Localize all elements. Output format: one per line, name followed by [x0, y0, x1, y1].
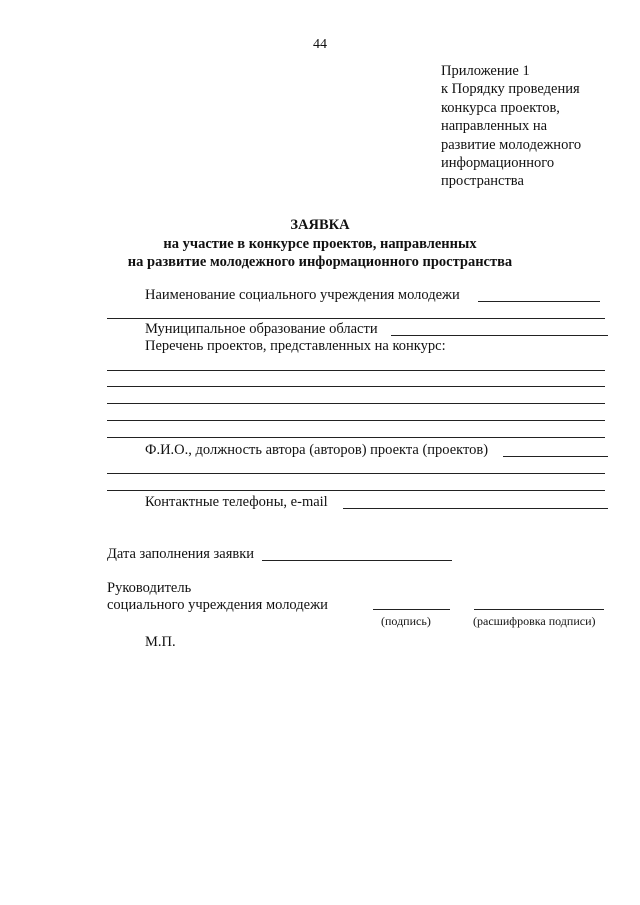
stamp-place: М.П. — [145, 634, 176, 650]
appendix-note — [441, 62, 631, 191]
author-field-continued[interactable] — [107, 490, 605, 491]
date-field[interactable] — [262, 560, 452, 561]
projects-list-label: Перечень проектов, представленных на конкурс: — [145, 338, 446, 354]
appendix-line: конкурса проектов, — [441, 99, 560, 116]
projects-list-field[interactable] — [107, 420, 605, 421]
signature-caption: (подпись) — [381, 614, 431, 628]
municipality-field[interactable] — [391, 335, 608, 336]
title-line-2: на развитие молодежного информационного пространства — [127, 254, 513, 270]
institution-name-label: Наименование социального учреждения молодежи — [145, 287, 460, 303]
date-label: Дата заполнения заявки — [107, 546, 255, 562]
contacts-label: Контактные телефоны, e-mail — [145, 494, 328, 510]
appendix-line: к Порядку проведения — [441, 81, 580, 98]
document-title — [0, 216, 640, 272]
appendix-line: пространства — [441, 173, 524, 190]
projects-list-field[interactable] — [107, 403, 605, 404]
author-field[interactable] — [503, 456, 608, 457]
appendix-line: направленных на — [441, 118, 548, 135]
contacts-field[interactable] — [343, 508, 608, 509]
institution-name-field-continued[interactable] — [107, 318, 605, 319]
signature-decoding-field[interactable] — [474, 609, 604, 610]
signature-decoding-caption: (расшифровка подписи) — [473, 614, 596, 628]
projects-list-field[interactable] — [107, 437, 605, 438]
municipality-label: Муниципальное образование области — [145, 321, 378, 337]
head-title-line-2: социального учреждения молодежи — [107, 597, 328, 613]
head-title-line-1: Руководитель — [107, 580, 192, 596]
title-line-1: на участие в конкурсе проектов, направленных — [163, 235, 477, 252]
projects-list-field[interactable] — [107, 386, 605, 387]
appendix-line: развитие молодежного — [441, 136, 582, 153]
appendix-line: информационного — [441, 155, 555, 172]
signature-field[interactable] — [373, 609, 450, 610]
title-heading: ЗАЯВКА — [290, 217, 350, 233]
projects-list-field[interactable] — [107, 370, 605, 371]
appendix-line: Приложение 1 — [441, 63, 530, 79]
author-label: Ф.И.О., должность автора (авторов) проекта (проектов) — [145, 442, 489, 458]
institution-name-field[interactable] — [478, 301, 600, 302]
page-number: 44 — [313, 37, 327, 52]
author-field-continued[interactable] — [107, 473, 605, 474]
